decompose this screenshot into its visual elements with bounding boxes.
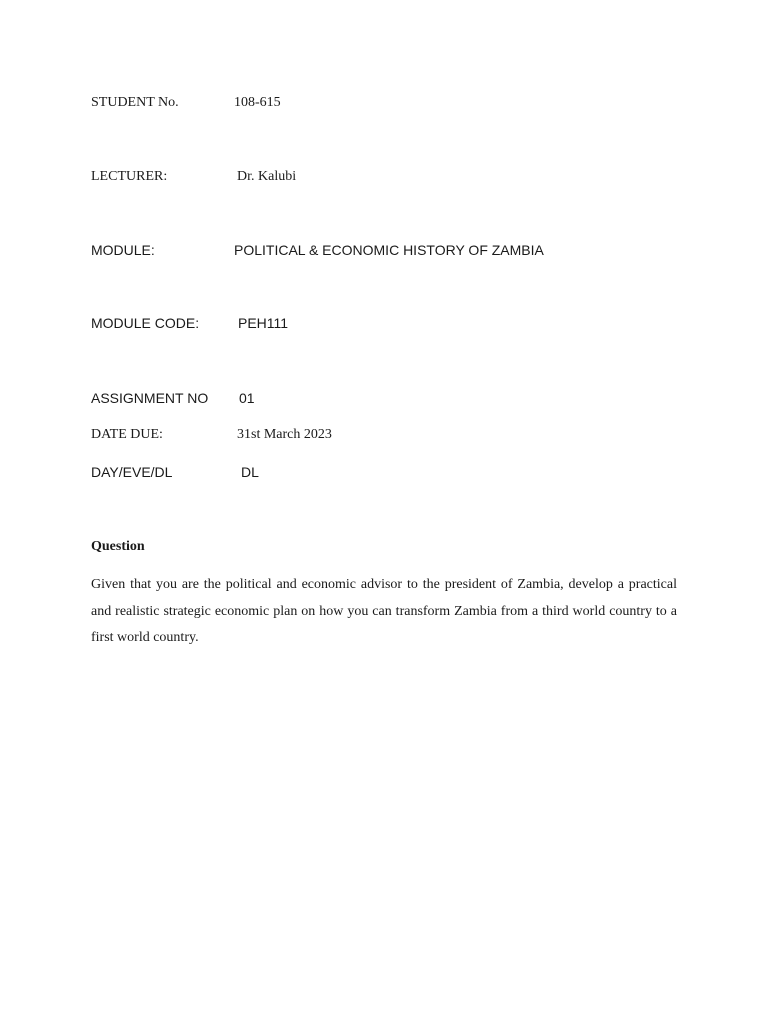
module-code-label: MODULE CODE: bbox=[91, 315, 200, 331]
day-eve-dl-value: DL bbox=[241, 464, 259, 480]
date-due-label: DATE DUE: bbox=[91, 427, 163, 442]
question-heading: Question bbox=[91, 539, 145, 554]
assignment-number-label: ASSIGNMENT NO bbox=[91, 390, 209, 406]
module-value: POLITICAL & ECONOMIC HISTORY OF ZAMBIA bbox=[234, 242, 544, 258]
lecturer-label: LECTURER: bbox=[91, 169, 168, 184]
assignment-number-value: 01 bbox=[239, 390, 255, 406]
day-eve-dl-label: DAY/EVE/DL bbox=[91, 464, 173, 480]
module-label: MODULE: bbox=[91, 242, 155, 258]
lecturer-value: Dr. Kalubi bbox=[237, 169, 297, 184]
student-number-value: 108-615 bbox=[234, 95, 281, 110]
module-code-value: PEH111 bbox=[238, 315, 289, 331]
date-due-value: 31st March 2023 bbox=[237, 427, 332, 442]
student-number-label: STUDENT No. bbox=[91, 95, 179, 110]
question-body: Given that you are the political and economic advisor to the president of Zambia, develop a practical and realistic strategic economic plan on how you can transform Zambia from a third world country to a first world country. bbox=[91, 577, 677, 645]
